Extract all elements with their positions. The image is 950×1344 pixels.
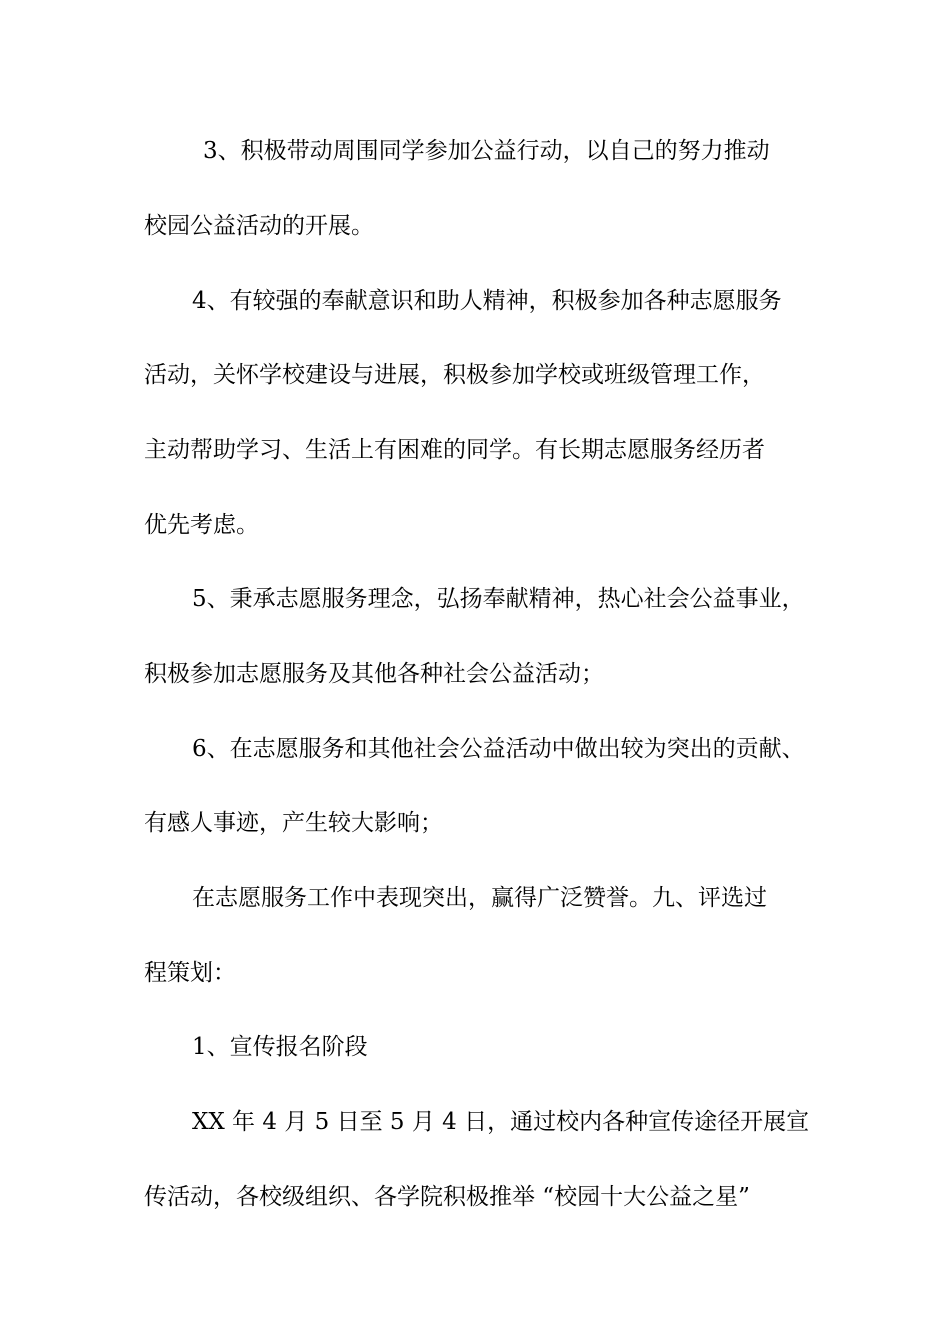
criterion-4-line-2: 活动，关怀学校建设与进展，积极参加学校或班级管理工作， [144,362,765,388]
criterion-6-line-2: 有感人事迹，产生较大影响； [144,810,443,836]
criterion-4-line-4: 优先考虑。 [144,512,259,538]
criterion-4-line-3: 主动帮助学习、生活上有困难的同学。有长期志愿服务经历者 [144,437,765,463]
summary-line-1: 在志愿服务工作中表现突出，赢得广泛赞誉。九、评选过 [192,885,767,911]
stage-1-line-1: XX 年 4 月 5 日至 5 月 4 日，通过校内各种宣传途径开展宣 [192,1109,810,1135]
criterion-6-line-1: 6、在志愿服务和其他社会公益活动中做出较为突出的贡献、 [192,736,805,762]
criterion-4-line-1: 4、有较强的奉献意识和助人精神，积极参加各种志愿服务 [192,288,782,314]
criterion-3-line-2: 校园公益活动的开展。 [144,213,374,239]
summary-line-2: 程策划： [144,960,236,986]
criterion-3-line-1: 3、积极带动周围同学参加公益行动，以自己的努力推动 [203,138,770,164]
criterion-5-line-1: 5、秉承志愿服务理念，弘扬奉献精神，热心社会公益事业， [192,586,805,612]
stage-1-heading: 1、宣传报名阶段 [192,1034,368,1060]
stage-1-line-2: 传活动，各校级组织、各学院积极推举 “校园十大公益之星” [144,1184,750,1210]
criterion-5-line-2: 积极参加志愿服务及其他各种社会公益活动； [144,661,604,687]
